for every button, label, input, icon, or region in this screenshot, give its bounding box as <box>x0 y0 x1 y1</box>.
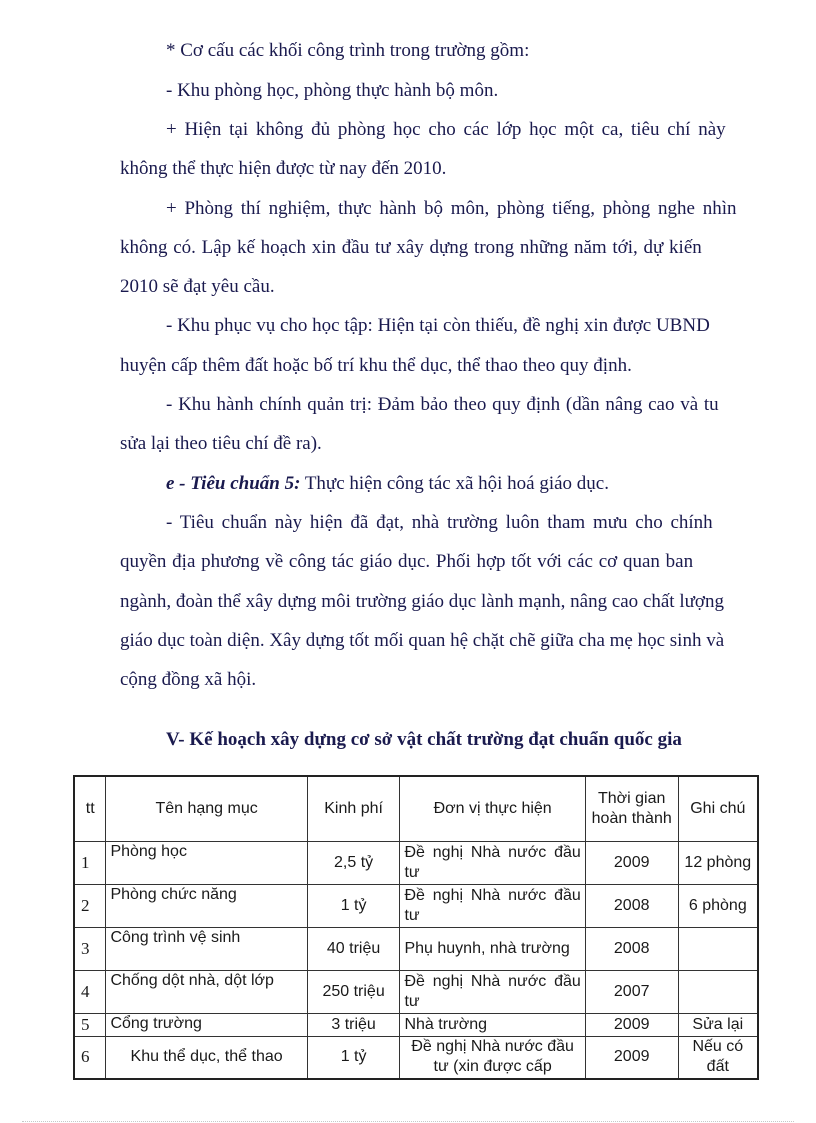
cell-name: Khu thể dục, thể thao <box>106 1037 307 1079</box>
cell-name: Công trình vệ sinh <box>106 928 307 971</box>
header-unit: Đơn vị thực hiện <box>400 776 585 842</box>
paragraph-line: + Hiện tại không đủ phòng học cho các lớp học một ca, tiêu chí này <box>166 119 726 140</box>
header-name: Tên hạng mục <box>106 776 307 842</box>
plan-table <box>73 775 759 1080</box>
paragraph-line: huyện cấp thêm đất hoặc bố trí khu thể dục, thể thao theo quy định. <box>120 355 632 376</box>
cell-time: 2009 <box>585 842 678 885</box>
cell-time: 2009 <box>585 1014 678 1037</box>
table-row <box>74 928 758 971</box>
cell-time: 2009 <box>585 1037 678 1079</box>
cell-cost: 40 triệu <box>307 928 400 971</box>
cell-unit: Nhà trường <box>400 1014 585 1037</box>
cell-unit: Đề nghị Nhà nước đầu tư <box>400 971 585 1014</box>
header-time: Thời gian hoàn thành <box>585 776 678 842</box>
cell-cost: 1 tỷ <box>307 1037 400 1079</box>
paragraph-line: quyền địa phương về công tác giáo dục. Phối hợp tốt với các cơ quan ban <box>120 551 694 572</box>
table-row <box>74 842 758 885</box>
criterion-label: e - Tiêu chuẩn 5: <box>166 473 301 494</box>
cell-note: 6 phòng <box>678 885 758 928</box>
paragraph-line: + Phòng thí nghiệm, thực hành bộ môn, phòng tiếng, phòng nghe nhìn <box>166 198 737 219</box>
cell-note <box>678 928 758 971</box>
cell-unit: Đề nghị Nhà nước đầu tư <box>400 842 585 885</box>
paragraph-line: * Cơ cấu các khối công trình trong trường gồm: <box>166 40 530 61</box>
table-row <box>74 1014 758 1037</box>
cell-time: 2008 <box>585 928 678 971</box>
paragraph-line: - Khu hành chính quản trị: Đảm bảo theo quy định (dần nâng cao và tu <box>166 394 719 415</box>
paragraph-line <box>166 472 609 496</box>
paragraph-line: - Tiêu chuẩn này hiện đã đạt, nhà trường luôn tham mưu cho chính <box>166 512 713 533</box>
paragraph-line: - Khu phòng học, phòng thực hành bộ môn. <box>166 80 499 101</box>
cell-unit: Đề nghị Nhà nước đầu tư <box>400 885 585 928</box>
header-cost: Kinh phí <box>307 776 400 842</box>
cell-name: Phòng chức năng <box>106 885 307 928</box>
cell-unit: Đề nghị Nhà nước đầu tư (xin được cấp <box>400 1037 585 1079</box>
cell-note: 12 phòng <box>678 842 758 885</box>
cell-name: Chống dột nhà, dột lớp <box>106 971 307 1014</box>
cell-tt: 6 <box>74 1037 106 1079</box>
paragraph-line: cộng đồng xã hội. <box>120 669 257 690</box>
cell-tt: 4 <box>74 971 106 1014</box>
paragraph-line: 2010 sẽ đạt yêu cầu. <box>120 276 275 297</box>
paragraph-line: - Khu phục vụ cho học tập: Hiện tại còn thiếu, đề nghị xin được UBND <box>166 315 710 336</box>
cell-name: Cổng trường <box>106 1014 307 1037</box>
cell-time: 2007 <box>585 971 678 1014</box>
cell-note <box>678 971 758 1014</box>
cell-unit: Phụ huynh, nhà trường <box>400 928 585 971</box>
cell-cost: 3 triệu <box>307 1014 400 1037</box>
header-tt: tt <box>74 776 106 842</box>
cell-tt: 1 <box>74 842 106 885</box>
header-note: Ghi chú <box>678 776 758 842</box>
paragraph-line: sửa lại theo tiêu chí đề ra). <box>120 433 322 454</box>
cell-cost: 2,5 tỷ <box>307 842 400 885</box>
cell-name: Phòng học <box>106 842 307 885</box>
cell-tt: 5 <box>74 1014 106 1037</box>
table-row <box>74 1037 758 1079</box>
table-header-row <box>74 776 758 842</box>
cell-cost: 250 triệu <box>307 971 400 1014</box>
cell-note: Sửa lại <box>678 1014 758 1037</box>
table-row <box>74 885 758 928</box>
page-bottom-divider <box>22 1121 794 1122</box>
cell-note: Nếu có đất <box>678 1037 758 1079</box>
cell-tt: 3 <box>74 928 106 971</box>
paragraph-line: ngành, đoàn thể xây dựng môi trường giáo dục lành mạnh, nâng cao chất lượng <box>120 591 724 612</box>
cell-cost: 1 tỷ <box>307 885 400 928</box>
section-heading: V- Kế hoạch xây dựng cơ sở vật chất trường đạt chuẩn quốc gia <box>166 729 682 750</box>
paragraph-line: không thể thực hiện được từ nay đến 2010. <box>120 158 447 179</box>
paragraph-line: không có. Lập kế hoạch xin đầu tư xây dựng trong những năm tới, dự kiến <box>120 237 702 258</box>
cell-time: 2008 <box>585 885 678 928</box>
criterion-text: Thực hiện công tác xã hội hoá giáo dục. <box>300 473 609 494</box>
table-row <box>74 971 758 1014</box>
cell-tt: 2 <box>74 885 106 928</box>
paragraph-line: giáo dục toàn diện. Xây dựng tốt mối quan hệ chặt chẽ giữa cha mẹ học sinh và <box>120 630 725 651</box>
